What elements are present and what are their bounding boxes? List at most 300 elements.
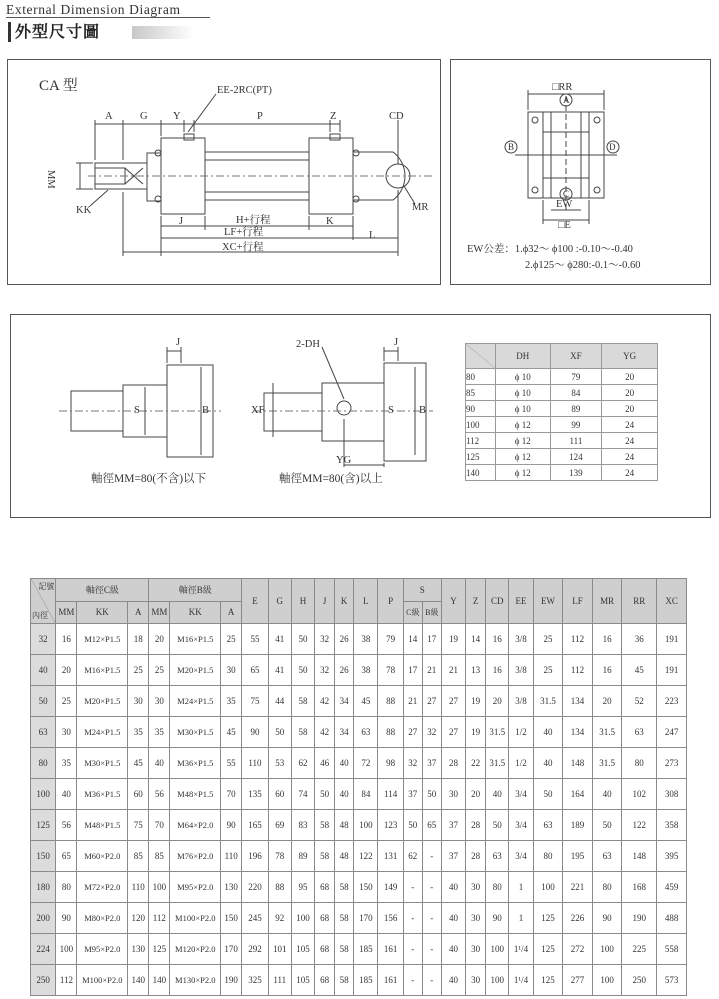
col-P: P [378,579,403,624]
spec-cell: 20 [592,686,622,717]
spec-cell: 30 [466,872,486,903]
spec-cell: 125 [533,903,563,934]
dh-row [466,449,658,465]
thread-cell: M16×P1.5 [170,624,221,655]
spec-cell: 37 [422,748,441,779]
spec-cell: 44 [268,686,291,717]
spec-cell: 83 [291,810,314,841]
spec-cell: 25 [533,624,563,655]
corner-top: 記號 [38,582,55,591]
spec-cell: 40 [441,903,465,934]
thread-cell: M72×P2.0 [77,872,128,903]
spec-cell: 245 [242,903,268,934]
spec-cell: 62 [291,748,314,779]
dim-J: J [179,216,184,227]
spec-cell: 45 [622,655,657,686]
col-Y: Y [441,579,465,624]
dim-MR: MR [412,202,429,213]
spec-cell: 40 [335,779,354,810]
col-S: S [403,579,441,602]
spec-cell: 30 [466,965,486,996]
spec-cell: 3/4 [509,779,533,810]
spec-cell: 70 [149,810,170,841]
thread-cell: M20×P1.5 [77,686,128,717]
spec-cell: 79 [378,624,403,655]
spec-row [31,810,687,841]
spec-cell: 196 [242,841,268,872]
spec-cell: 3/4 [509,841,533,872]
bore-cell: 125 [31,810,56,841]
spec-cell: 32 [315,655,335,686]
spec-cell: 95 [291,872,314,903]
spec-row [31,655,687,686]
spec-cell: 65 [56,841,77,872]
spec-cell: 3/4 [509,810,533,841]
dh-bore: 112 [466,433,496,449]
right-B: B [419,405,427,416]
spec-cell: 45 [128,748,149,779]
spec-cell: 35 [56,748,77,779]
spec-cell: 34 [335,686,354,717]
spec-cell: - [403,872,422,903]
spec-cell: 28 [466,810,486,841]
spec-cell: 221 [563,872,593,903]
spec-cell: 16 [56,624,77,655]
spec-cell: 100 [291,903,314,934]
spec-cell: 55 [221,748,242,779]
spec-cell: 50 [268,717,291,748]
spec-cell: 131 [378,841,403,872]
bore-cell: 250 [31,965,56,996]
thread-cell: M36×P1.5 [170,748,221,779]
spec-row [31,748,687,779]
spec-table [30,578,687,996]
spec-cell: 89 [291,841,314,872]
spec-cell: 63 [622,717,657,748]
bore-cell: 50 [31,686,56,717]
header-title: External Dimension Diagram [6,2,181,17]
xf-header: XF [550,344,602,369]
dim-G: G [140,111,148,122]
spec-cell: 223 [657,686,687,717]
spec-cell: 18 [128,624,149,655]
spec-cell: 85 [128,841,149,872]
spec-cell: 35 [149,717,170,748]
spec-cell: 325 [242,965,268,996]
spec-cell: 100 [533,872,563,903]
mark-B: B [508,142,515,152]
spec-cell: 149 [378,872,403,903]
spec-cell: 90 [592,903,622,934]
spec-cell: 27 [441,686,465,717]
col-E: E [242,579,268,624]
spec-cell: 292 [242,934,268,965]
spec-cell: 19 [441,624,465,655]
dh-bore: 80 [466,369,496,385]
spec-cell: 50 [422,779,441,810]
col-EW: EW [533,579,563,624]
col-XC: XC [657,579,687,624]
spec-cell: 58 [291,717,314,748]
sub-a-c: A [128,601,149,624]
group-c-header: 軸徑C級 [56,579,149,602]
thread-cell: M30×P1.5 [77,748,128,779]
spec-cell: 135 [242,779,268,810]
spec-cell: 56 [56,810,77,841]
spec-cell: 68 [315,934,335,965]
spec-cell: 395 [657,841,687,872]
spec-cell: 34 [335,717,354,748]
spec-cell: 40 [335,748,354,779]
spec-cell: 58 [335,965,354,996]
dh-bore: 100 [466,417,496,433]
bore-cell: 63 [31,717,56,748]
spec-cell: 63 [486,841,509,872]
spec-cell: 14 [466,624,486,655]
spec-row [31,872,687,903]
spec-cell: 58 [315,810,335,841]
spec-cell: 25 [221,624,242,655]
spec-cell: 13 [466,655,486,686]
spec-cell: 558 [657,934,687,965]
spec-cell: 140 [149,965,170,996]
spec-cell: 3/8 [509,686,533,717]
spec-cell: 3/8 [509,655,533,686]
spec-cell: 30 [466,934,486,965]
spec-cell: 58 [335,934,354,965]
spec-cell: 25 [56,686,77,717]
bore-cell: 200 [31,903,56,934]
sub-s-c: C級 [403,601,422,624]
spec-cell: 1¹/4 [509,934,533,965]
spec-cell: 90 [221,810,242,841]
dim-A: A [105,111,113,122]
spec-table-wrap [30,578,687,992]
bore-cell: 150 [31,841,56,872]
dh-header: DH [495,344,550,369]
spec-cell: 56 [149,779,170,810]
spec-cell: 35 [128,717,149,748]
dim-H: H+行程 [236,215,271,226]
spec-cell: 100 [354,810,378,841]
spec-cell: 32 [422,717,441,748]
spec-cell: 68 [315,872,335,903]
end-view-panel [450,59,711,285]
spec-cell: 250 [622,965,657,996]
spec-cell: 80 [622,748,657,779]
spec-cell: 1/2 [509,717,533,748]
dim-E: □E [558,220,571,231]
spec-cell: 50 [403,810,422,841]
spec-cell: 50 [486,810,509,841]
spec-row [31,686,687,717]
spec-cell: 31.5 [592,748,622,779]
spec-cell: 105 [291,934,314,965]
spec-cell: 16 [592,655,622,686]
spec-row [31,934,687,965]
spec-row [31,965,687,996]
spec-cell: 41 [268,624,291,655]
spec-cell: 46 [315,748,335,779]
spec-cell: 123 [378,810,403,841]
dh-cell: 139 [550,465,602,481]
spec-cell: 20 [466,779,486,810]
dim-P: P [257,111,263,122]
spec-cell: 189 [563,810,593,841]
dh-bore: 140 [466,465,496,481]
spec-cell: 75 [242,686,268,717]
thread-cell: M120×P2.0 [170,934,221,965]
spec-cell: 63 [533,810,563,841]
spec-row [31,903,687,934]
col-K: K [335,579,354,624]
spec-cell: 31.5 [533,686,563,717]
spec-cell: 168 [622,872,657,903]
spec-cell: 27 [422,686,441,717]
rod-end-panel [10,314,711,518]
section-title: 外型尺寸圖 [8,22,100,42]
spec-cell: 45 [354,686,378,717]
spec-cell: 130 [128,934,149,965]
spec-cell: 58 [335,872,354,903]
thread-cell: M24×P1.5 [170,686,221,717]
spec-cell: 63 [592,841,622,872]
spec-cell: 70 [221,779,242,810]
col-Z: Z [466,579,486,624]
left-caption: 軸徑MM=80(不含)以下 [91,473,207,485]
bore-cell: 40 [31,655,56,686]
spec-cell: 22 [466,748,486,779]
sub-a-b: A [221,601,242,624]
dh-cell: 24 [602,433,658,449]
spec-cell: 150 [221,903,242,934]
spec-cell: 165 [242,810,268,841]
spec-cell: 161 [378,934,403,965]
spec-cell: 100 [486,965,509,996]
sub-kk-b: KK [170,601,221,624]
spec-cell: 50 [592,810,622,841]
yg-header: YG [602,344,658,369]
spec-cell: 111 [268,965,291,996]
spec-cell: 35 [221,686,242,717]
spec-cell: 72 [354,748,378,779]
spec-cell: 65 [242,655,268,686]
dh-cell: 111 [550,433,602,449]
spec-row [31,779,687,810]
spec-cell: 25 [533,655,563,686]
spec-cell: 60 [268,779,291,810]
spec-cell: 20 [486,686,509,717]
spec-cell: 42 [315,686,335,717]
spec-cell: 156 [378,903,403,934]
dh-cell: 20 [602,385,658,401]
dim-KK: KK [76,205,92,216]
spec-row [31,717,687,748]
spec-cell: 220 [242,872,268,903]
spec-cell: 226 [563,903,593,934]
spec-cell: 21 [441,655,465,686]
spec-cell: 50 [533,779,563,810]
thread-cell: M76×P2.0 [170,841,221,872]
spec-cell: 68 [315,965,335,996]
spec-cell: 161 [378,965,403,996]
bore-cell: 180 [31,872,56,903]
spec-cell: - [422,965,441,996]
spec-cell: 150 [354,872,378,903]
spec-cell: 247 [657,717,687,748]
thread-cell: M48×P1.5 [170,779,221,810]
spec-cell: 30 [56,717,77,748]
spec-cell: 58 [335,903,354,934]
dim-Z: Z [330,111,337,122]
dh-cell: 89 [550,401,602,417]
spec-cell: 32 [403,748,422,779]
spec-cell: 84 [354,779,378,810]
spec-cell: 21 [422,655,441,686]
right-caption: 軸徑MM=80(含)以上 [279,473,383,485]
spec-cell: 185 [354,965,378,996]
spec-cell: 190 [622,903,657,934]
thread-cell: M130×P2.0 [170,965,221,996]
col-G: G [268,579,291,624]
spec-cell: 38 [354,655,378,686]
dim-K: K [326,216,334,227]
spec-cell: 459 [657,872,687,903]
thread-cell: M100×P2.0 [77,965,128,996]
spec-cell: 27 [441,717,465,748]
spec-cell: 25 [128,655,149,686]
tolerance-line-1: EW公差：1.ϕ32～ ϕ100 :-0.10～-0.40 [467,244,633,255]
spec-cell: - [403,903,422,934]
dh-cell: ϕ 12 [495,417,550,433]
dh-cell: ϕ 12 [495,465,550,481]
spec-cell: 112 [563,655,593,686]
dim-MM: MM [45,170,56,189]
spec-cell: 125 [149,934,170,965]
spec-cell: 58 [291,686,314,717]
spec-cell: 98 [378,748,403,779]
spec-cell: 16 [486,655,509,686]
spec-cell: 88 [378,717,403,748]
model-label: CA 型 [39,78,78,94]
right-YG: YG [336,455,352,466]
group-b-header: 軸徑B級 [149,579,242,602]
spec-cell: 140 [128,965,149,996]
dim-Y: Y [173,111,181,122]
spec-cell: 17 [422,624,441,655]
spec-cell: - [403,965,422,996]
spec-cell: 45 [221,717,242,748]
thread-cell: M36×P1.5 [77,779,128,810]
thread-cell: M48×P1.5 [77,810,128,841]
spec-cell: 225 [622,934,657,965]
bore-cell: 224 [31,934,56,965]
right-J: J [394,337,399,348]
left-J: J [176,337,181,348]
spec-cell: 88 [378,686,403,717]
spec-cell: 21 [403,686,422,717]
mark-D: D [609,142,616,152]
port-label: EE-2RC(PT) [217,85,272,96]
spec-cell: 48 [335,841,354,872]
thread-cell: M64×P2.0 [170,810,221,841]
dim-LF: LF+行程 [224,227,264,238]
dim-RR: □RR [552,82,573,93]
spec-cell: 20 [149,624,170,655]
spec-cell: 40 [533,748,563,779]
dh-cell: 20 [602,369,658,385]
spec-cell: - [422,934,441,965]
spec-cell: 122 [622,810,657,841]
spec-cell: - [403,934,422,965]
col-J: J [315,579,335,624]
spec-cell: 16 [592,624,622,655]
spec-cell: 25 [149,655,170,686]
dim-XC: XC+行程 [222,242,264,253]
spec-cell: 50 [291,655,314,686]
spec-cell: 134 [563,717,593,748]
spec-cell: 41 [268,655,291,686]
thread-cell: M60×P2.0 [77,841,128,872]
corner-cell [31,579,56,624]
col-MR: MR [592,579,622,624]
spec-cell: 40 [592,779,622,810]
spec-cell: 125 [533,934,563,965]
dh-cell: 24 [602,417,658,433]
spec-cell: 40 [486,779,509,810]
thread-cell: M20×P1.5 [170,655,221,686]
dh-cell: ϕ 12 [495,433,550,449]
dh-corner [466,344,496,369]
spec-cell: 1 [509,872,533,903]
spec-cell: 30 [221,655,242,686]
spec-cell: 90 [486,903,509,934]
dh-cell: 24 [602,449,658,465]
spec-cell: 48 [335,810,354,841]
sub-s-b: B級 [422,601,441,624]
right-XF: XF [251,405,265,416]
dh-bore: 90 [466,401,496,417]
spec-cell: 90 [56,903,77,934]
spec-cell: 26 [335,624,354,655]
spec-cell: 74 [291,779,314,810]
thread-cell: M80×P2.0 [77,903,128,934]
spec-cell: 120 [128,903,149,934]
spec-cell: 191 [657,624,687,655]
spec-cell: 40 [441,934,465,965]
spec-row [31,841,687,872]
spec-cell: 32 [315,624,335,655]
spec-cell: 191 [657,655,687,686]
spec-cell: 358 [657,810,687,841]
spec-cell: 16 [486,624,509,655]
col-LF: LF [563,579,593,624]
spec-cell: 90 [242,717,268,748]
spec-cell: 19 [466,717,486,748]
spec-cell: 102 [622,779,657,810]
dh-cell: 20 [602,401,658,417]
sub-mm-b: MM [149,601,170,624]
col-EE: EE [509,579,533,624]
spec-cell: 1¹/4 [509,965,533,996]
tolerance-line-2: 2.ϕ125～ ϕ280:-0.1～-0.60 [525,260,641,271]
sub-mm-c: MM [56,601,77,624]
spec-cell: 68 [315,903,335,934]
dh-bore: 125 [466,449,496,465]
corner-bottom: 內徑 [32,611,48,620]
col-CD: CD [486,579,509,624]
spec-cell: 63 [354,717,378,748]
